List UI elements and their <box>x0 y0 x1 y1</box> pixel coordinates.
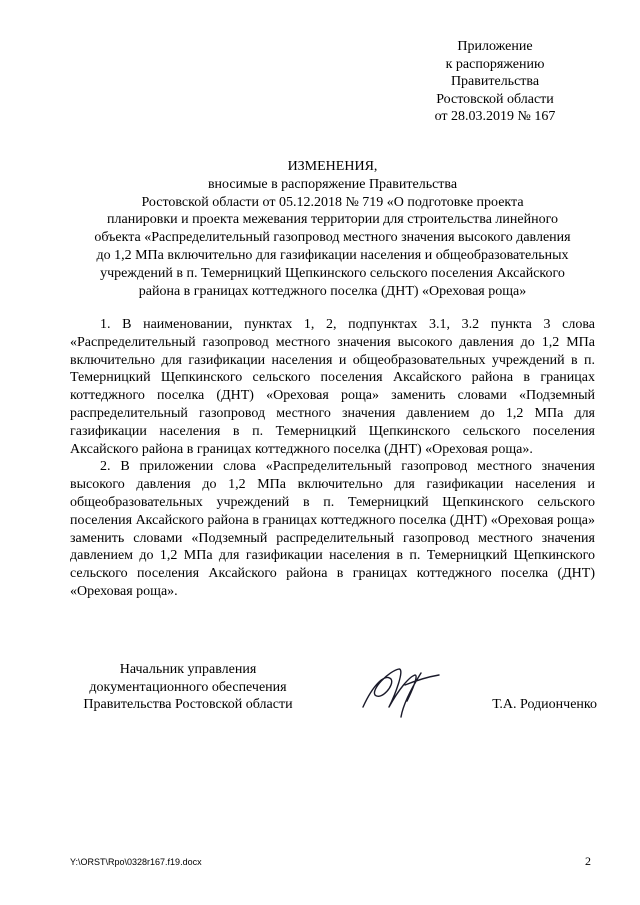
signatory-position <box>68 661 308 714</box>
title-line: объекта «Распределительный газопровод местного значения высокого давления <box>94 230 571 246</box>
appendix-date-number: от 28.03.2019 № 167 <box>434 109 556 124</box>
position-line: Правительства Ростовской области <box>83 697 293 712</box>
footer-file-path: Y:\ORST\Rpo\0328r167.f19.docx <box>70 857 202 867</box>
title-line: планировки и проекта межевания территории для строительства линейного <box>107 212 558 228</box>
title-line: Ростовской области от 05.12.2018 № 719 «О подготовке проекта <box>141 194 524 210</box>
appendix-header <box>420 38 570 126</box>
handwritten-signature <box>355 655 445 725</box>
title-line: района в границах коттеджного поселка (ДНТ) «Ореховая роща» <box>138 283 527 299</box>
page-number: 2 <box>585 854 591 868</box>
title-line: вносимые в распоряжение Правительства <box>207 176 458 192</box>
title-line: до 1,2 МПа включительно для газификации населения и общеобразовательных <box>96 247 569 263</box>
appendix-line: Правительства <box>450 74 540 89</box>
document-body <box>70 316 595 601</box>
body-paragraph-2: 2. В приложении слова «Распределительный газопровод местного значения высокого давления до 1,2 МПа включительно для газификации населения и общеобразовательных учреждений в п. Темерницкий Щепкинского сельского поселения Аксайского района в границах коттеджного поселка (ДНТ) «Ореховая роща» заменить словами «Подземный распределительный газопровод местного значения давлением до 1,2 МПа для газификации населения в п. Темерницкий Щепкинского сельского поселения Аксайского района в границах коттеджного поселка (ДНТ) «Ореховая роща». <box>70 459 595 599</box>
position-line: Начальник управления <box>119 662 257 677</box>
appendix-line: к распоряжению <box>445 56 545 72</box>
title-line: учреждений в п. Темерницкий Щепкинского сельского поселения Аксайского <box>100 265 565 281</box>
document-title <box>70 158 595 300</box>
title-heading: ИЗМЕНЕНИЯ, <box>287 159 378 174</box>
appendix-line: Приложение <box>457 39 533 54</box>
position-line: документационного обеспечения <box>89 679 287 695</box>
appendix-line: Ростовской области <box>436 91 554 107</box>
body-paragraph-1: 1. В наименовании, пунктах 1, 2, подпунктах 3.1, 3.2 пункта 3 слова «Распределительный газопровод местного значения высокого давления до 1,2 МПа включительно для газификации населения и общеобразовательных учреждений в п. Темерницкий Щепкинского сельского поселения Аксайского района в границах коттеджного поселка (ДНТ) «Ореховая роща» заменить словами «Подземный распределительный газопровод местного значения давлением до 1,2 МПа для газификации населения в п. Темерницкий Щепкинского сельского поселения Аксайского района в границах коттеджного поселка (ДНТ) «Ореховая роща». <box>70 317 595 457</box>
signatory-name: Т.А. Родионченко <box>492 697 597 712</box>
